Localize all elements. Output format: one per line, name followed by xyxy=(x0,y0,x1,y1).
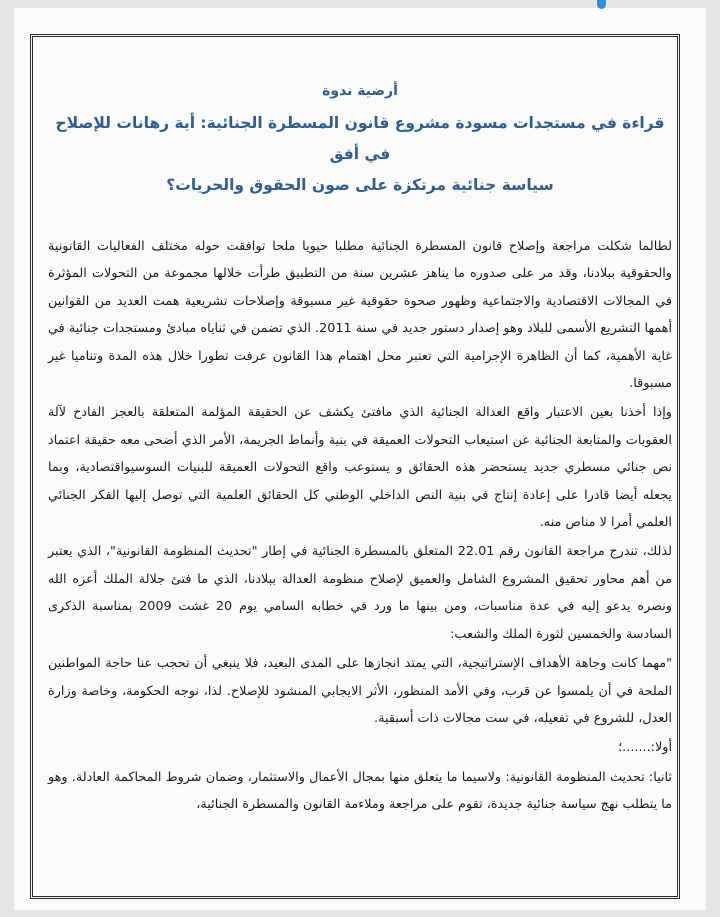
heading-title-line-1: قراءة في مستجدات مسودة مشروع قانون المسطرة الجنائية: أية رهانات للإصلاح في أفق xyxy=(55,114,665,163)
document-body xyxy=(48,233,672,819)
document-heading xyxy=(48,80,672,201)
heading-title-line-2: سياسة جنائية مرتكزة على صون الحقوق والحريات؟ xyxy=(166,176,554,194)
document-page xyxy=(14,8,706,910)
paragraph-intro: لطالما شكلت مراجعة وإصلاح قانون المسطرة الجنائية مطلبا حيويا ملحا توافقت حوله مختلف الفعاليات القانونية والحقوقية ببلادنا، وقد مر على صدوره ما يناهز عشرين سنة من التطبيق طرأت خلالها مجموعة من التحولات المؤثرة في المجالات الاقتصادية والاجتماعية وظهور صحوة حقوقية غير مسبوقة وإصلاحات تشريعية همت العديد من القوانين أهمها التشريع الأسمى للبلاد وهو إصدار دستور جديد في سنة 2011. الذي تضمن في ثناياه مبادئ ومستجدات جنائية في غاية الأهمية، كما أن الظاهرة الإجرامية التي تعتبر محل اهتمام هذا القانون عرفت تطورا خلال هذه المدة وتناميا غير مسبوقا. xyxy=(48,239,673,392)
paragraph-royal-speech-quote: "مهما كانت وجاهة الأهداف الإستراتيجية، التي يمتد انجازها على المدى البعيد، فلا ينبغي أن تحجب عنا حاجة المواطنين الملحة في أن يلمسوا عن قرب، وفي الأمد المنظور، الأثر الايجابي المنشود للإصلاح. لذا، نوجه الحكومة، وخاصة وزارة العدل، للشروع في تفعيله، في ست مجالات ذات أسبقية. xyxy=(48,656,672,726)
paragraph-first-item: أولا:.......؛ xyxy=(618,740,672,756)
document-content xyxy=(48,52,672,819)
paragraph-second-item: ثانيا: تحديث المنظومة القانونية: ولاسيما ما يتعلق منها بمجال الأعمال والاستثمار، وضمان شروط المحاكمة العادلة. وهو ما يتطلب نهج سياسة جنائية جديدة، تقوم على مراجعة وملاءمة القانون والمسطرة الجنائية، xyxy=(48,769,672,813)
heading-kicker: أرضية ندوة xyxy=(322,83,398,99)
top-edge-blue-dot xyxy=(597,0,606,9)
paragraph-reform-context: لذلك، تندرج مراجعة القانون رقم 22.01 المتعلق بالمسطرة الجنائية في إطار "تحديث المنظومة القانونية"، الذي يعتبر من أهم محاور تحقيق المشروع الشامل والعميق لإصلاح منظومة العدالة ببلادنا، الذي ما فتئ جلالة الملك أعزه الله ونصره يدعو إليه في عدة مناسبات، ومن بينها ما ورد في خطابه السامي يوم 20 غشت 2009 بمناسبة الذكرى السادسة والخمسين لثورة الملك والشعب: xyxy=(48,544,673,642)
paragraph-criminal-justice: وإذا أخذنا بعين الاعتبار واقع العدالة الجنائية الذي مافتئ يكشف عن الحقيقة المؤلمة المتعلقة بالعجز الفادح لآلة العقوبات والمتابعة الجنائية عن استيعاب التحولات العميقة في بنية وأنماط الجريمة، الأمر الذي أضحى معه حقيقة اعتماد نص جنائي مسطري جديد يستحضر هذه الحقائق و يستوعب واقع التحولات العميقة للبنيات السوسيواقتصادية، وبما يجعله أيضا قادرا على إعادة إنتاج في بنية النص الداخلي الوطني كل الحقائق العلمية التي توصل إليها الفكر الجنائي العلمي أمرا لا مناص منه. xyxy=(48,405,672,531)
